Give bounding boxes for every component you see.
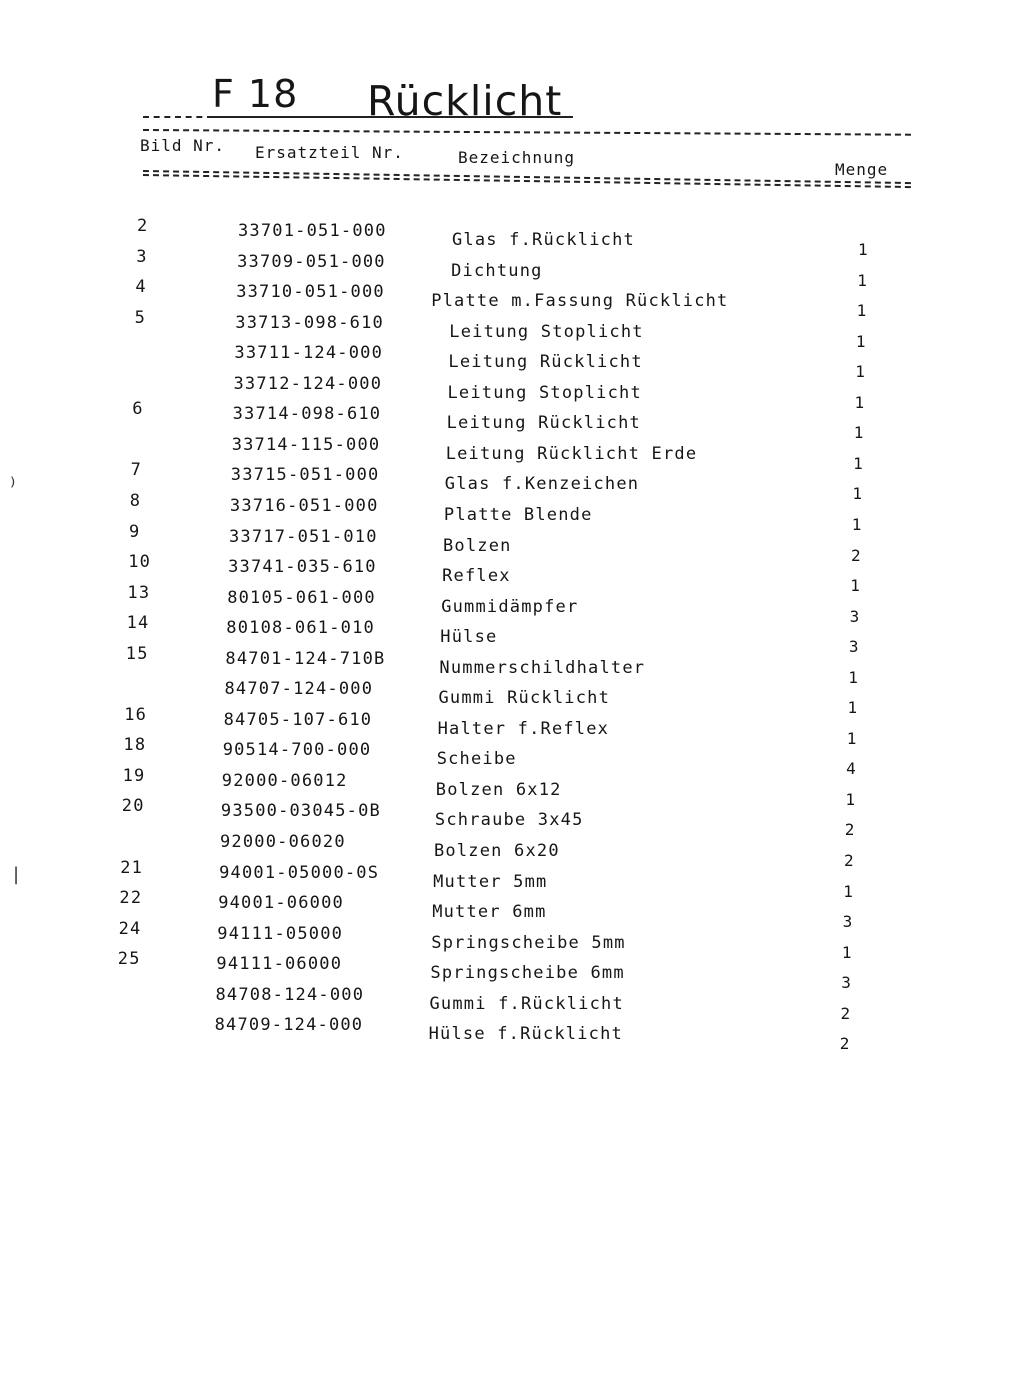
cell-menge: 1 xyxy=(847,698,859,718)
cell-bild-nr: 24 xyxy=(118,918,142,939)
cell-bezeichnung: Gummi Rücklicht xyxy=(438,688,611,709)
cell-bezeichnung: Mutter 6mm xyxy=(432,902,547,923)
table-row xyxy=(0,521,1028,565)
cell-bezeichnung: Leitung Stoplicht xyxy=(449,321,644,342)
section-code: F 18 xyxy=(212,72,299,116)
table-row xyxy=(0,216,1028,259)
cell-bezeichnung: Scheibe xyxy=(436,749,517,770)
cell-ersatzteil-nr: 84709-124-000 xyxy=(214,1015,364,1036)
cell-menge: 1 xyxy=(845,789,857,809)
cell-ersatzteil-nr: 93500-03045-0B xyxy=(220,801,381,822)
cell-bezeichnung: Hülse f.Rücklicht xyxy=(428,1024,623,1045)
cell-bezeichnung: Mutter 5mm xyxy=(433,871,548,892)
cell-menge: 3 xyxy=(841,973,853,993)
cell-bild-nr: 25 xyxy=(117,949,141,970)
cell-ersatzteil-nr: 33710-051-000 xyxy=(236,282,385,303)
cell-ersatzteil-nr: 33714-115-000 xyxy=(231,434,381,455)
cell-bild-nr: 8 xyxy=(129,490,142,511)
cell-menge: 1 xyxy=(851,514,863,534)
table-row xyxy=(0,341,1028,382)
cell-menge: 1 xyxy=(856,301,868,321)
cell-menge: 1 xyxy=(848,667,860,687)
table-row xyxy=(0,490,1028,534)
cell-bezeichnung: Glas f.Rücklicht xyxy=(452,230,635,250)
column-header-bild: Bild Nr. xyxy=(140,136,226,155)
cell-bild-nr: 22 xyxy=(119,888,143,909)
cell-bild-nr: 6 xyxy=(132,399,144,420)
cell-bild-nr: 3 xyxy=(136,246,148,267)
cell-ersatzteil-nr: 33715-051-000 xyxy=(230,465,380,486)
cell-bezeichnung: Bolzen 6x12 xyxy=(435,779,562,800)
cell-menge: 3 xyxy=(849,606,861,626)
column-header-ersatzteil: Ersatzteil Nr. xyxy=(255,143,404,162)
cell-bezeichnung: Gummi f.Rücklicht xyxy=(429,993,624,1014)
cell-bezeichnung: Springscheibe 6mm xyxy=(430,963,625,984)
cell-ersatzteil-nr: 80108-061-010 xyxy=(226,618,375,639)
cell-menge: 1 xyxy=(854,392,866,412)
table-row xyxy=(0,433,1028,473)
cell-bezeichnung: Gummidämpfer xyxy=(441,596,579,617)
cell-ersatzteil-nr: 33716-051-000 xyxy=(229,495,379,516)
cell-menge: 1 xyxy=(850,576,862,596)
cell-menge: 1 xyxy=(857,270,869,290)
table-row xyxy=(0,246,1028,290)
cell-bezeichnung: Leitung Rücklicht xyxy=(448,352,643,373)
table-row xyxy=(0,949,1028,993)
cell-bild-nr: 14 xyxy=(126,613,150,634)
section-title: Rücklicht xyxy=(367,77,563,125)
cell-menge: 2 xyxy=(844,820,856,840)
cell-menge: 2 xyxy=(844,851,855,870)
table-row xyxy=(0,983,1028,1023)
cell-bild-nr: 2 xyxy=(137,216,149,236)
table-row xyxy=(0,643,1028,687)
cell-ersatzteil-nr: 84708-124-000 xyxy=(215,984,365,1005)
cell-bezeichnung: Bolzen 6x20 xyxy=(434,841,560,861)
cell-ersatzteil-nr: 90514-700-000 xyxy=(222,740,372,761)
cell-menge: 1 xyxy=(843,881,855,901)
cell-ersatzteil-nr: 33741-035-610 xyxy=(228,557,377,578)
cell-bezeichnung: Platte m.Fassung Rücklicht xyxy=(431,291,729,312)
column-header-menge: Menge xyxy=(835,160,889,179)
cell-bild-nr: 19 xyxy=(122,765,146,786)
cell-ersatzteil-nr: 84707-124-000 xyxy=(224,679,374,700)
cell-ersatzteil-nr: 92000-06020 xyxy=(220,832,346,852)
cell-ersatzteil-nr: 92000-06012 xyxy=(221,770,348,791)
cell-menge: 2 xyxy=(840,1003,852,1023)
cell-bezeichnung: Glas f.Kenzeichen xyxy=(444,474,640,495)
cell-bild-nr: 21 xyxy=(120,857,144,878)
cell-ersatzteil-nr: 94111-05000 xyxy=(217,923,344,944)
cell-ersatzteil-nr: 33714-098-610 xyxy=(232,404,382,425)
cell-bezeichnung: Leitung Stoplicht xyxy=(447,382,642,403)
table-row xyxy=(0,307,1028,351)
column-header-bezeichnung: Bezeichnung xyxy=(458,148,575,167)
cell-ersatzteil-nr: 84701-124-710B xyxy=(225,648,386,669)
table-row xyxy=(0,460,1028,504)
cell-bezeichnung: Platte Blende xyxy=(443,504,593,525)
cell-menge: 1 xyxy=(853,423,865,443)
cell-bezeichnung: Nummerschildhalter xyxy=(439,657,646,678)
cell-bild-nr: 20 xyxy=(121,796,145,817)
cell-bild-nr: 4 xyxy=(135,277,147,298)
cell-bild-nr: 10 xyxy=(128,552,152,573)
table-row xyxy=(0,1013,1028,1054)
cell-ersatzteil-nr: 33717-051-010 xyxy=(229,526,378,547)
cell-menge: 1 xyxy=(855,362,867,382)
cell-ersatzteil-nr: 33709-051-000 xyxy=(237,251,386,272)
cell-bezeichnung: Dichtung xyxy=(451,260,543,281)
cell-bezeichnung: Leitung Rücklicht Erde xyxy=(445,443,698,464)
cell-menge: 2 xyxy=(839,1034,851,1054)
cell-menge: 3 xyxy=(848,637,860,657)
cell-bild-nr: 5 xyxy=(134,307,147,328)
cell-menge: 1 xyxy=(855,331,867,351)
cell-menge: 1 xyxy=(853,453,864,473)
cell-bild-nr: 9 xyxy=(129,521,141,542)
cell-bezeichnung: Reflex xyxy=(442,566,511,587)
cell-bild-nr: 16 xyxy=(124,704,148,725)
cell-bezeichnung: Springscheibe 5mm xyxy=(431,932,626,953)
cell-bezeichnung: Bolzen xyxy=(443,535,512,556)
table-row xyxy=(0,372,1028,412)
cell-bild-nr: 18 xyxy=(123,735,147,756)
cell-ersatzteil-nr: 80105-061-000 xyxy=(227,587,376,608)
cell-ersatzteil-nr: 84705-107-610 xyxy=(223,709,373,730)
cell-bild-nr: 13 xyxy=(127,582,151,603)
table-row xyxy=(0,277,1028,321)
cell-menge: 1 xyxy=(846,728,858,748)
cell-bezeichnung: Schraube 3x45 xyxy=(434,810,584,831)
table-row xyxy=(0,796,1028,840)
cell-bild-nr: 15 xyxy=(125,643,149,664)
cell-ersatzteil-nr: 33713-098-610 xyxy=(235,312,384,333)
scan-mark: | xyxy=(13,864,20,885)
cell-bezeichnung: Hülse xyxy=(440,627,498,648)
cell-ersatzteil-nr: 33712-124-000 xyxy=(233,373,383,394)
table-row xyxy=(0,765,1028,809)
cell-bild-nr: 7 xyxy=(130,460,143,481)
cell-bezeichnung: Leitung Rücklicht xyxy=(446,413,641,434)
cell-menge: 1 xyxy=(852,484,864,504)
cell-menge: 4 xyxy=(846,759,857,779)
cell-menge: 1 xyxy=(858,240,869,259)
cell-menge: 2 xyxy=(851,545,862,565)
cell-menge: 1 xyxy=(841,942,853,962)
cell-ersatzteil-nr: 33711-124-000 xyxy=(234,343,384,364)
cell-ersatzteil-nr: 94001-05000-0S xyxy=(219,862,380,883)
cell-ersatzteil-nr: 94111-06000 xyxy=(216,954,343,975)
scan-mark: ⁾ xyxy=(10,474,16,499)
table-row xyxy=(0,399,1028,443)
cell-ersatzteil-nr: 94001-06000 xyxy=(218,893,344,914)
cell-bezeichnung: Halter f.Reflex xyxy=(437,718,610,739)
cell-ersatzteil-nr: 33701-051-000 xyxy=(238,221,387,241)
cell-menge: 3 xyxy=(842,912,854,932)
